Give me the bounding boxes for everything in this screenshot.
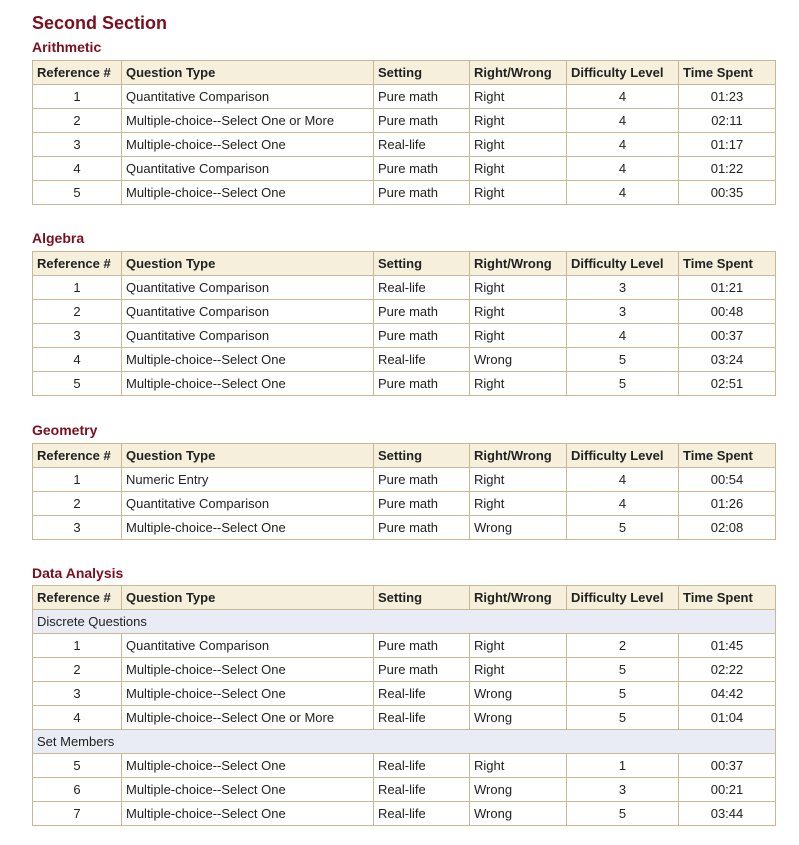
reference-cell: 3 (33, 324, 122, 348)
setting-cell: Pure math (374, 300, 470, 324)
reference-cell: 1 (33, 468, 122, 492)
right-wrong-cell: Right (470, 634, 567, 658)
right-wrong-header: Right/Wrong (470, 61, 567, 85)
difficulty-level-cell: 5 (567, 706, 679, 730)
right-wrong-cell: Wrong (470, 706, 567, 730)
setting-cell: Pure math (374, 109, 470, 133)
reference-cell: 4 (33, 706, 122, 730)
right-wrong-cell: Right (470, 109, 567, 133)
difficulty-level-cell: 5 (567, 682, 679, 706)
setting-cell: Pure math (374, 492, 470, 516)
setting-cell: Pure math (374, 372, 470, 396)
section-title-arithmetic: Arithmetic (32, 39, 102, 55)
group-row (33, 610, 776, 634)
difficulty-level-header: Difficulty Level (567, 61, 679, 85)
time-spent-cell: 00:37 (679, 324, 776, 348)
table-row (33, 468, 776, 492)
question-type-cell: Multiple-choice--Select One (122, 754, 374, 778)
right-wrong-header: Right/Wrong (470, 586, 567, 610)
difficulty-level-cell: 3 (567, 300, 679, 324)
reference-cell: 5 (33, 181, 122, 205)
difficulty-level-cell: 5 (567, 372, 679, 396)
question-type-cell: Multiple-choice--Select One or More (122, 706, 374, 730)
question-type-cell: Quantitative Comparison (122, 300, 374, 324)
reference-cell: 2 (33, 300, 122, 324)
question-type-cell: Quantitative Comparison (122, 324, 374, 348)
difficulty-level-cell: 5 (567, 516, 679, 540)
difficulty-level-cell: 4 (567, 85, 679, 109)
reference-cell: 1 (33, 634, 122, 658)
question-type-header: Question Type (122, 61, 374, 85)
reference-cell: 4 (33, 157, 122, 181)
reference-cell: 5 (33, 372, 122, 396)
question-type-cell: Quantitative Comparison (122, 85, 374, 109)
table-row (33, 634, 776, 658)
difficulty-level-cell: 5 (567, 658, 679, 682)
question-type-cell: Quantitative Comparison (122, 276, 374, 300)
reference-cell: 7 (33, 802, 122, 826)
reference-header: Reference # (33, 252, 122, 276)
time-spent-cell: 01:22 (679, 157, 776, 181)
time-spent-header: Time Spent (679, 444, 776, 468)
right-wrong-header: Right/Wrong (470, 252, 567, 276)
time-spent-header: Time Spent (679, 61, 776, 85)
setting-cell: Pure math (374, 85, 470, 109)
difficulty-level-header: Difficulty Level (567, 252, 679, 276)
table-row (33, 492, 776, 516)
table-row (33, 682, 776, 706)
difficulty-level-cell: 1 (567, 754, 679, 778)
table-row (33, 276, 776, 300)
time-spent-header: Time Spent (679, 252, 776, 276)
table-row (33, 157, 776, 181)
difficulty-level-cell: 4 (567, 324, 679, 348)
right-wrong-cell: Wrong (470, 348, 567, 372)
table-row (33, 706, 776, 730)
setting-cell: Real-life (374, 754, 470, 778)
time-spent-cell: 03:44 (679, 802, 776, 826)
group-label: Set Members (33, 730, 776, 754)
question-type-cell: Multiple-choice--Select One (122, 802, 374, 826)
setting-header: Setting (374, 252, 470, 276)
right-wrong-cell: Right (470, 181, 567, 205)
time-spent-cell: 01:23 (679, 85, 776, 109)
question-type-cell: Multiple-choice--Select One (122, 682, 374, 706)
algebra-table (32, 251, 776, 396)
time-spent-cell: 00:54 (679, 468, 776, 492)
table-header-row (33, 61, 776, 85)
difficulty-level-header: Difficulty Level (567, 444, 679, 468)
time-spent-cell: 02:22 (679, 658, 776, 682)
question-type-cell: Quantitative Comparison (122, 492, 374, 516)
time-spent-cell: 02:51 (679, 372, 776, 396)
arithmetic-table (32, 60, 776, 205)
setting-cell: Real-life (374, 706, 470, 730)
table-row (33, 324, 776, 348)
question-type-cell: Multiple-choice--Select One (122, 181, 374, 205)
difficulty-level-cell: 3 (567, 276, 679, 300)
right-wrong-cell: Right (470, 157, 567, 181)
time-spent-cell: 01:17 (679, 133, 776, 157)
right-wrong-cell: Right (470, 276, 567, 300)
question-type-cell: Quantitative Comparison (122, 634, 374, 658)
right-wrong-cell: Right (470, 372, 567, 396)
section-title-algebra: Algebra (32, 230, 85, 246)
reference-header: Reference # (33, 586, 122, 610)
setting-header: Setting (374, 61, 470, 85)
time-spent-cell: 02:08 (679, 516, 776, 540)
setting-cell: Real-life (374, 133, 470, 157)
data-analysis-table (32, 585, 776, 826)
time-spent-cell: 01:04 (679, 706, 776, 730)
table-row (33, 754, 776, 778)
time-spent-cell: 01:26 (679, 492, 776, 516)
table-row (33, 181, 776, 205)
right-wrong-cell: Wrong (470, 682, 567, 706)
reference-header: Reference # (33, 61, 122, 85)
difficulty-level-cell: 4 (567, 157, 679, 181)
setting-cell: Pure math (374, 658, 470, 682)
difficulty-level-cell: 5 (567, 802, 679, 826)
setting-header: Setting (374, 586, 470, 610)
table-row (33, 109, 776, 133)
time-spent-cell: 04:42 (679, 682, 776, 706)
reference-cell: 2 (33, 658, 122, 682)
time-spent-cell: 00:37 (679, 754, 776, 778)
reference-cell: 1 (33, 85, 122, 109)
setting-cell: Pure math (374, 634, 470, 658)
question-type-cell: Multiple-choice--Select One (122, 778, 374, 802)
question-type-cell: Numeric Entry (122, 468, 374, 492)
table-row (33, 658, 776, 682)
section-title-data-analysis: Data Analysis (32, 565, 124, 581)
section-title-geometry: Geometry (32, 422, 98, 438)
right-wrong-cell: Right (470, 85, 567, 109)
question-type-cell: Multiple-choice--Select One (122, 372, 374, 396)
reference-cell: 5 (33, 754, 122, 778)
setting-header: Setting (374, 444, 470, 468)
difficulty-level-cell: 3 (567, 778, 679, 802)
setting-cell: Pure math (374, 157, 470, 181)
geometry-table (32, 443, 776, 540)
time-spent-header: Time Spent (679, 586, 776, 610)
difficulty-level-cell: 5 (567, 348, 679, 372)
table-row (33, 348, 776, 372)
right-wrong-cell: Wrong (470, 802, 567, 826)
question-type-cell: Multiple-choice--Select One (122, 658, 374, 682)
setting-cell: Real-life (374, 348, 470, 372)
time-spent-cell: 03:24 (679, 348, 776, 372)
setting-cell: Real-life (374, 778, 470, 802)
reference-cell: 4 (33, 348, 122, 372)
question-type-header: Question Type (122, 586, 374, 610)
reference-cell: 3 (33, 516, 122, 540)
reference-cell: 6 (33, 778, 122, 802)
right-wrong-cell: Right (470, 754, 567, 778)
setting-cell: Pure math (374, 516, 470, 540)
time-spent-cell: 02:11 (679, 109, 776, 133)
difficulty-level-header: Difficulty Level (567, 586, 679, 610)
time-spent-cell: 01:21 (679, 276, 776, 300)
right-wrong-header: Right/Wrong (470, 444, 567, 468)
table-row (33, 516, 776, 540)
group-label: Discrete Questions (33, 610, 776, 634)
right-wrong-cell: Wrong (470, 778, 567, 802)
time-spent-cell: 00:48 (679, 300, 776, 324)
right-wrong-cell: Right (470, 300, 567, 324)
difficulty-level-cell: 4 (567, 133, 679, 157)
table-row (33, 802, 776, 826)
right-wrong-cell: Wrong (470, 516, 567, 540)
difficulty-level-cell: 4 (567, 181, 679, 205)
question-type-cell: Multiple-choice--Select One or More (122, 109, 374, 133)
page-title: Second Section (32, 13, 168, 33)
difficulty-level-cell: 2 (567, 634, 679, 658)
table-row (33, 300, 776, 324)
table-row (33, 133, 776, 157)
right-wrong-cell: Right (470, 133, 567, 157)
table-header-row (33, 586, 776, 610)
reference-header: Reference # (33, 444, 122, 468)
setting-cell: Pure math (374, 468, 470, 492)
time-spent-cell: 00:21 (679, 778, 776, 802)
setting-cell: Pure math (374, 324, 470, 348)
reference-cell: 2 (33, 109, 122, 133)
setting-cell: Real-life (374, 682, 470, 706)
reference-cell: 1 (33, 276, 122, 300)
table-row (33, 778, 776, 802)
question-type-cell: Multiple-choice--Select One (122, 516, 374, 540)
question-type-cell: Multiple-choice--Select One (122, 133, 374, 157)
table-header-row (33, 252, 776, 276)
question-type-header: Question Type (122, 252, 374, 276)
setting-cell: Real-life (374, 802, 470, 826)
question-type-cell: Multiple-choice--Select One (122, 348, 374, 372)
reference-cell: 3 (33, 133, 122, 157)
right-wrong-cell: Right (470, 468, 567, 492)
table-row (33, 372, 776, 396)
difficulty-level-cell: 4 (567, 468, 679, 492)
setting-cell: Pure math (374, 181, 470, 205)
difficulty-level-cell: 4 (567, 492, 679, 516)
table-header-row (33, 444, 776, 468)
group-row (33, 730, 776, 754)
right-wrong-cell: Right (470, 324, 567, 348)
difficulty-level-cell: 4 (567, 109, 679, 133)
time-spent-cell: 00:35 (679, 181, 776, 205)
reference-cell: 3 (33, 682, 122, 706)
question-type-cell: Quantitative Comparison (122, 157, 374, 181)
right-wrong-cell: Right (470, 492, 567, 516)
question-type-header: Question Type (122, 444, 374, 468)
right-wrong-cell: Right (470, 658, 567, 682)
setting-cell: Real-life (374, 276, 470, 300)
table-row (33, 85, 776, 109)
reference-cell: 2 (33, 492, 122, 516)
time-spent-cell: 01:45 (679, 634, 776, 658)
